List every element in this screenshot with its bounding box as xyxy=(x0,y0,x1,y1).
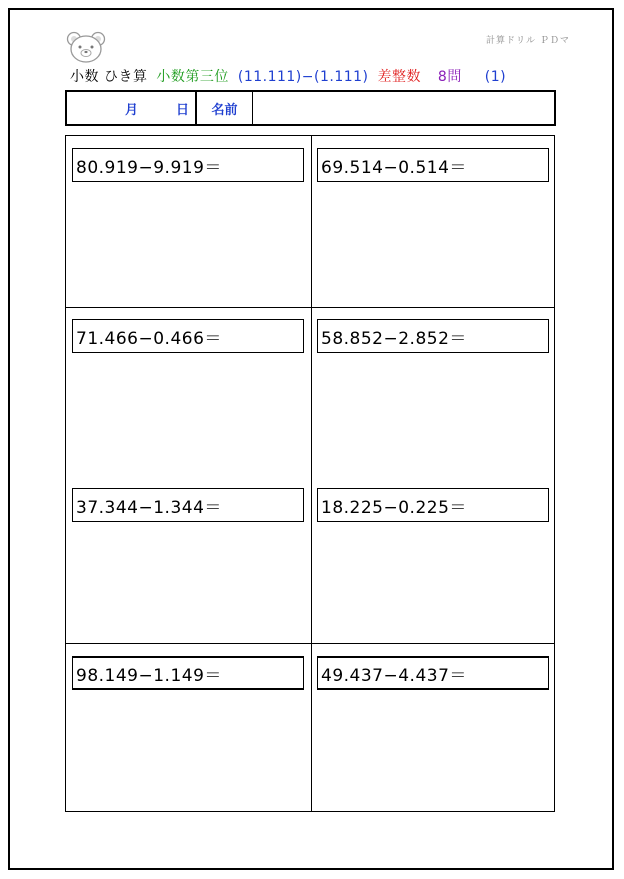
problem-3[interactable]: 71.466−0.466＝ xyxy=(72,319,304,353)
problem-4[interactable]: 58.852−2.852＝ xyxy=(317,319,549,353)
day-label: 日 xyxy=(176,102,190,118)
title-number: (1) xyxy=(484,69,507,85)
date-field[interactable] xyxy=(67,92,197,124)
worksheet-title xyxy=(70,66,510,86)
grid-divider-horizontal xyxy=(66,307,554,308)
title-type: 差整数 xyxy=(377,69,421,85)
problem-1[interactable]: 80.919−9.919＝ xyxy=(72,148,304,182)
name-label: 名前 xyxy=(197,92,253,124)
name-date-row xyxy=(65,90,556,126)
grid-divider-horizontal xyxy=(66,643,554,644)
problem-8[interactable]: 49.437−4.437＝ xyxy=(317,656,549,690)
bear-logo-icon xyxy=(66,30,106,64)
problem-grid xyxy=(65,135,555,812)
name-field[interactable] xyxy=(253,92,554,124)
month-label: 月 xyxy=(125,102,139,118)
title-pattern: (11.111)−(1.111) xyxy=(237,69,369,85)
problem-2[interactable]: 69.514−0.514＝ xyxy=(317,148,549,182)
title-category: 小数 ひき算 xyxy=(70,69,148,85)
grid-divider-vertical xyxy=(311,136,312,811)
title-level: 小数第三位 xyxy=(156,69,229,85)
brand-label: 計算ドリル ＰＤマ xyxy=(486,36,570,46)
title-count: 8問 xyxy=(437,69,462,85)
problem-6[interactable]: 18.225−0.225＝ xyxy=(317,488,549,522)
problem-5[interactable]: 37.344−1.344＝ xyxy=(72,488,304,522)
problem-7[interactable]: 98.149−1.149＝ xyxy=(72,656,304,690)
